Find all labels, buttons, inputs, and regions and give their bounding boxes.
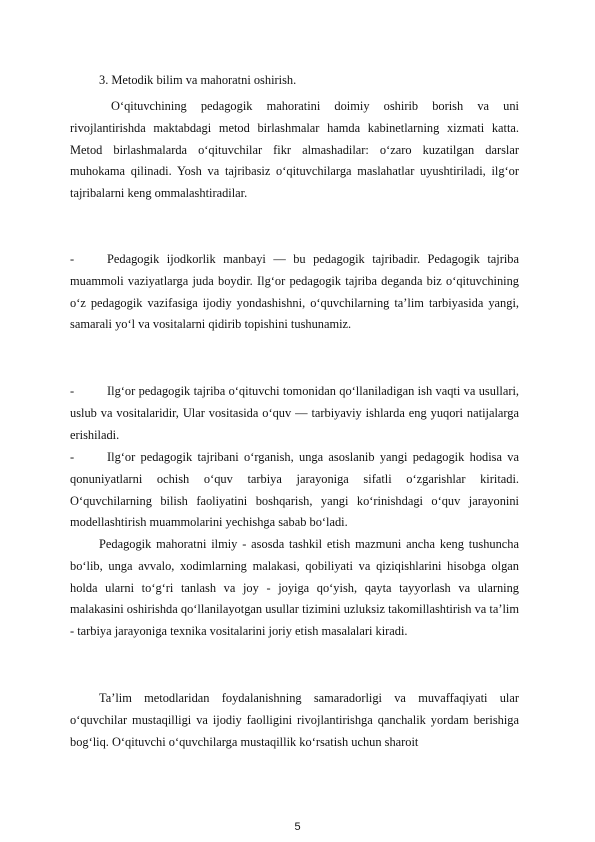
bullet-dash: - [70, 252, 75, 266]
paragraph-intro: O‘qituvchining pedagogik mahoratini doimiy oshirib borish va uni rivojlantirishda maktabdagi metod birlashmalar hamda kabinetlarning xizmati katta. Metod birlashmalarda o‘qituvchilar fikr almashadilar: o‘zaro kuzatilgan darslar muhokama qilinadi. Yosh va tajribasiz o‘qituvchilarga maslahatlar uyushtiriladi, ilg‘or tajribalarni keng ommalashtiradilar. [70, 99, 519, 201]
section-heading: 3. Metodik bilim va mahoratni oshirish. [99, 73, 297, 87]
bullet-text: Ilg‘or pedagogik tajriba o‘qituvchi tomonidan qo‘llaniladigan ish vaqti va usullari, uslub va vositalaridir, Ular vositasida o‘quv — tarbiyaviy ishlarda eng yuqori natijalarga erishiladi. [70, 384, 519, 442]
bullet-dash: - [70, 450, 75, 464]
page-number: 5 [294, 821, 301, 833]
bullet-dash: - [70, 384, 75, 398]
bullet-text: Pedagogik ijodkorlik manbayi — bu pedagogik tajribadir. Pedagogik tajriba muammoli vaziyatlarga juda boydir. Ilg‘or pedagogik tajriba deganda biz o‘qituvchining o‘z pedagogik vazifasiga ijodiy yondashishni, o‘quvchilarning ta’lim tarbiyasida yangi, samarali yo‘l va vositalarni qidirib topishini tushunamiz. [70, 252, 519, 332]
bullet-text: Ilg‘or pedagogik tajribani o‘rganish, unga asoslanib yangi pedagogik hodisa va qonuniyatlarni ochish o‘quv tarbiya jarayoniga sifatli o‘zgarishlar kiritadi. O‘quvchilarning bilish faoliyatini boshqarish, yangi ko‘rinishdagi o‘quv jarayonini modellashtirish muammolarini yechishga sabab bo‘ladi. [70, 450, 519, 530]
paragraph-mahorat: Pedagogik mahoratni ilmiy - asosda tashkil etish mazmuni ancha keng tushuncha bo‘lib, unga avvalo, xodimlarning malakasi, qobiliyati va qiziqishlarini hisobga olgan holda ularni to‘g‘ri tanlash va joy - joyiga qo‘yish, qayta tayyorlash va ularning malakasini oshirishda qo‘llanilayotgan usullar tizimini uzluksiz takomillashtirish va ta’lim - tarbiya jarayoniga texnika vositalarini joriy etish masalalari kiradi. [70, 537, 519, 639]
bullet-item-2 [70, 381, 519, 446]
bullet-item-1 [70, 249, 519, 336]
bullet-item-3 [70, 447, 519, 534]
paragraph-metodlar: Ta’lim metodlaridan foydalanishning samaradorligi va muvaffaqiyati ular o‘quvchilar mustaqilligi va ijodiy faolligini rivojlantirishga qanchalik yordam berishiga bog‘liq. O‘qituvchi o‘quvchilarga mustaqillik ko‘rsatish uchun sharoit [70, 691, 519, 749]
